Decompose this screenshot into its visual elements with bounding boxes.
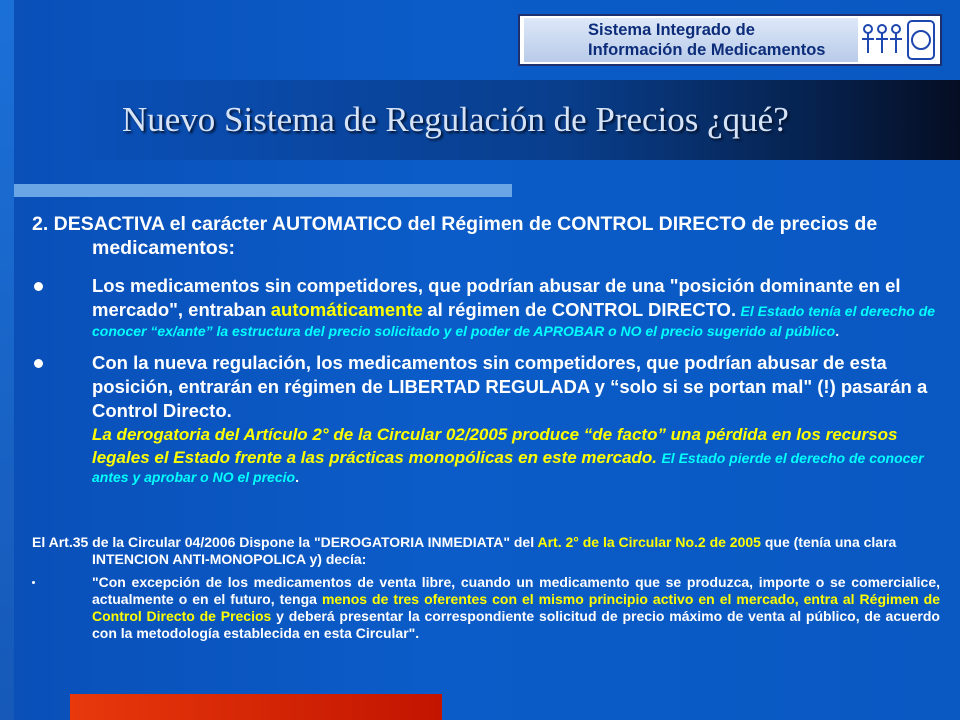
- art35-text: [32, 534, 940, 568]
- bullet-1-highlight: automáticamente: [270, 299, 423, 320]
- slide-body: [32, 212, 940, 497]
- logo-line-1: Sistema Integrado de: [588, 21, 755, 39]
- bottom-accent-band: [70, 694, 442, 720]
- bullet-2-note: El Estado pierde el derecho de conocer antes y aprobar o NO el precio: [92, 450, 924, 485]
- art35-text-b: que (tenía una clara INTENCION ANTI-MONOPOLICA y) decía:: [92, 534, 897, 567]
- bullet-2-end: .: [295, 469, 299, 485]
- title-underline-rule: [14, 184, 512, 197]
- bullet-icon: [34, 282, 43, 291]
- art35-highlight: Art. 2° de la Circular No.2 de 2005: [537, 534, 761, 550]
- art35-paragraph: [32, 534, 940, 568]
- page-title: [122, 100, 789, 140]
- quote-highlight: menos de tres oferentes con el mismo principio activo en el mercado, entra al Régimen de Control Directo de Precios: [92, 591, 941, 624]
- sismed-logo: [518, 14, 942, 66]
- logo-text: [524, 18, 858, 62]
- bullet-1-note: El Estado tenía el derecho de conocer “ex/ante” la estructura del precio solicitado y el poder de APROBAR o NO el precio sugerido al público: [92, 303, 936, 339]
- article-section: [32, 530, 940, 642]
- bullet-1-text-cont: al régimen de CONTROL DIRECTO.: [427, 299, 737, 320]
- bullet-1-end: .: [835, 323, 840, 339]
- left-accent-bar: [0, 0, 14, 720]
- title-main: Nuevo Sistema de Regulación de Precios: [122, 100, 699, 139]
- quote-text-b: y deberá presentar la correspondiente solicitud de precio máximo de venta al público, de acuerdo con la metodología establecida en esta Circular".: [92, 608, 940, 641]
- bullet-icon: [32, 581, 35, 584]
- bullet-item-2: [32, 351, 940, 487]
- quote-text-a: "Con excepción de los medicamentos de venta libre, cuando un medicamento que se produzca, importe o se comercialice, actualmente o en el futuro, tenga: [92, 574, 940, 607]
- title-suffix: ¿qué?: [707, 100, 789, 139]
- bullet-2-highlight: La derogatoria del Artículo 2° de la Circular 02/2005 produce “de facto” una pérdida en los recursos legales el Estado frente a las prácticas monopólicas en este mercado.: [92, 425, 898, 467]
- people-emblem-icon: [858, 17, 938, 63]
- lead-paragraph: 2. DESACTIVA el carácter AUTOMATICO del Régimen de CONTROL DIRECTO de precios de medicamentos:: [32, 213, 878, 259]
- art35-text-a: El Art.35 de la Circular 04/2006 Dispone la "DEROGATORIA INMEDIATA" del: [32, 534, 535, 550]
- logo-line-2: Información de Medicamentos: [588, 41, 826, 59]
- bullet-2-text: Con la nueva regulación, los medicamentos sin competidores, que podrían abusar de esta posición, entrarán en régimen de LIBERTAD REGULADA y “solo si se portan mal" (!) pasarán a Control Directo.: [92, 352, 928, 421]
- bullet-item-1: [32, 274, 940, 341]
- quote-paragraph: [32, 574, 940, 642]
- bullet-1-text: Los medicamentos sin competidores, que podrían abusar de una "posición dominante en el mercado", entraban: [92, 275, 901, 320]
- bullet-icon: [34, 359, 43, 368]
